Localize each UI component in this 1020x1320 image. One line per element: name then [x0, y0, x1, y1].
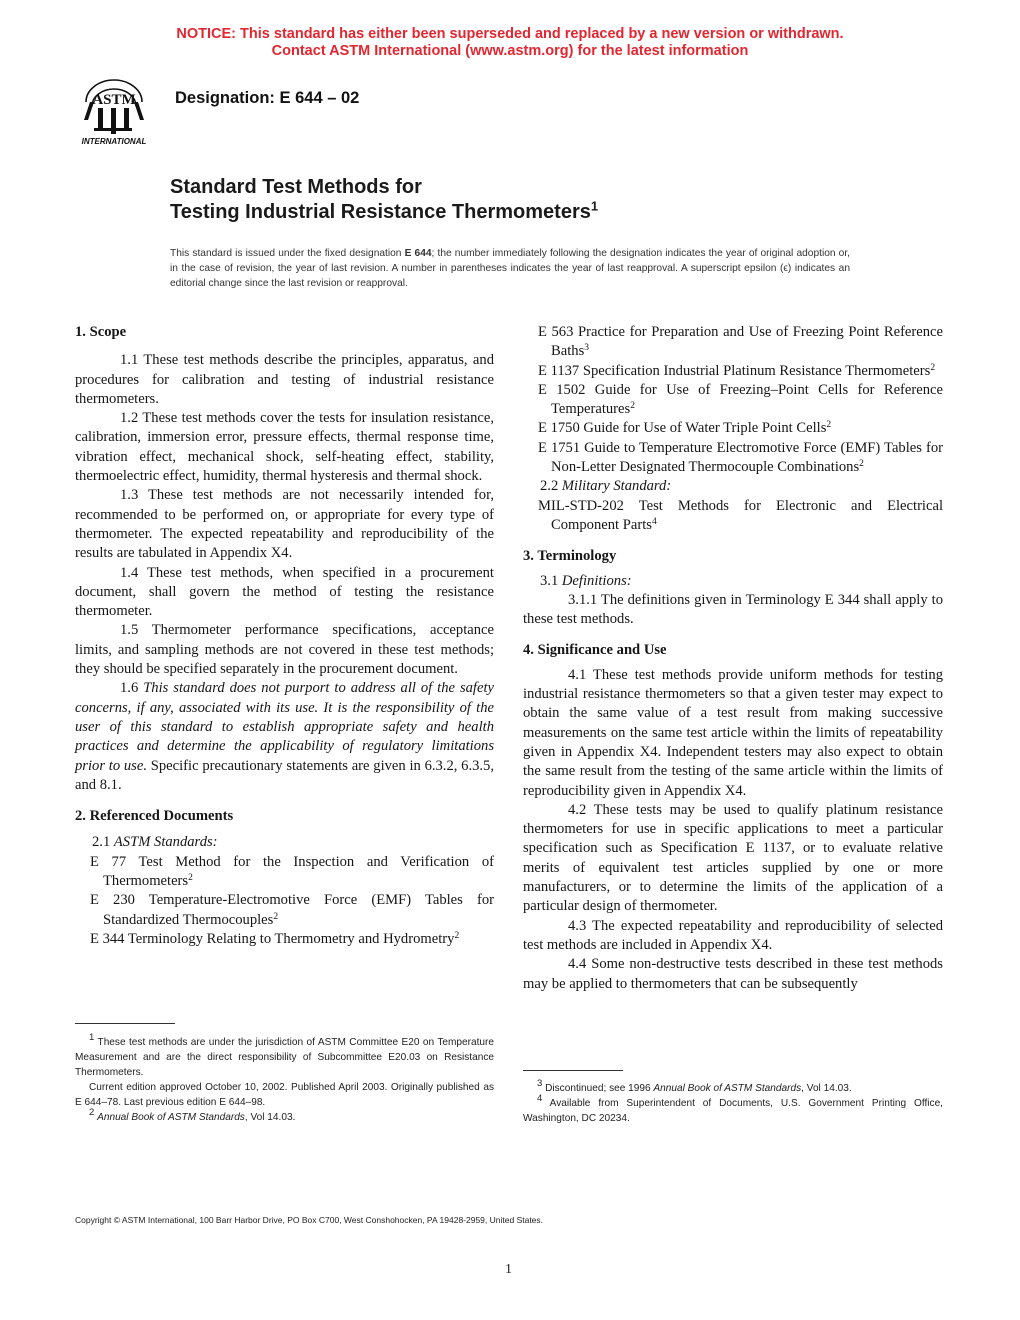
footnotes-left: [75, 1032, 494, 1125]
footnote-2-mark: 2: [89, 1107, 95, 1118]
right-column: [523, 323, 943, 994]
reference-text: E 1750 Guide for Use of Water Triple Point Cells: [538, 420, 827, 437]
paragraph-1-5: 1.5 Thermometer performance specifications, acceptance limits, and sampling methods are not covered in these test methods; they should be specified separately in the procurement document.: [75, 622, 494, 678]
reference-item: [75, 853, 494, 892]
paragraph-1-1: 1.1 These test methods describe the principles, apparatus, and procedures for calibration and testing of industrial resistance thermometers.: [75, 352, 494, 407]
footnote-2-rest: , Vol 14.03.: [244, 1112, 296, 1123]
footnote-mark: 2: [930, 362, 936, 373]
reference-text: E 1751 Guide to Temperature Electromotive Force (EMF) Tables for Non-Letter Designated Thermocouple Combinations: [538, 439, 943, 476]
reference-item: [523, 381, 943, 420]
reference-text: MIL-STD-202 Test Methods for Electronic and Electrical Component Parts: [538, 497, 943, 533]
notice-line-1: NOTICE: This standard has either been superseded and replaced by a new version or withdrawn.: [176, 26, 844, 42]
footnote-3-text: Discontinued; see 1996: [542, 1083, 654, 1094]
designation: Designation: E 644 – 02: [175, 89, 360, 107]
left-column: [75, 323, 494, 949]
withdrawn-notice: [0, 26, 1020, 60]
paragraph-1-6-rest: Specific precautionary statements are given in 6.3.2, 6.3.5, and 8.1.: [75, 757, 495, 793]
issuance-text-1: This standard is issued under the fixed designation: [170, 248, 405, 259]
copyright-line: Copyright © ASTM International, 100 Barr Harbor Drive, PO Box C700, West Conshohocken, PA 19428-2959, United States.: [75, 1215, 544, 1225]
paragraph-2-1-number: 2.1: [92, 834, 114, 851]
footnote-2: [75, 1107, 494, 1125]
footnote-2-italic: Annual Book of ASTM Standards: [97, 1112, 245, 1123]
paragraph-2-2-number: 2.2: [540, 478, 562, 495]
reference-text: E 230 Temperature-Electromotive Force (EMF) Tables for Standardized Thermocouples: [90, 892, 494, 928]
footnote-mark: 2: [454, 930, 460, 941]
safety-caveat: This standard does not purport to address all of the safety concerns, if any, associated with its use. It is the responsibility of the user of this standard to establish appropriate safety and health practices and determine the applicability of regulatory limitations prior to use.: [75, 680, 494, 774]
astm-logo: [64, 72, 164, 148]
footnote-mark: 4: [651, 516, 657, 527]
title-line-2-text: Testing Industrial Resistance Thermometers: [170, 201, 591, 223]
footnote-3-mark: 3: [537, 1078, 543, 1089]
issuance-note: [170, 246, 850, 291]
paragraph-1-2: 1.2 These test methods cover the tests for insulation resistance, calibration, immersion error, pressure effects, thermal response time, vibration effect, mechanical shock, self-heating effect, stability, thermoelectric effect, humidity, thermal hysteresis and thermal shock.: [75, 410, 494, 485]
footnote-4-mark: 4: [537, 1093, 543, 1104]
edition-note: Current edition approved October 10, 2002. Published April 2003. Originally published as E 644–78. Last previous edition E 644–98.: [75, 1082, 494, 1108]
footnote-3-italic: Annual Book of ASTM Standards: [653, 1083, 802, 1094]
reference-item: [75, 930, 494, 949]
footnote-rule-left: [75, 1023, 175, 1024]
footnote-1-mark: 1: [89, 1032, 95, 1043]
section-heading-scope: 1. Scope: [75, 324, 127, 340]
title-line-1: Standard Test Methods for: [170, 176, 422, 198]
astm-logo-icon: [64, 72, 164, 148]
paragraph-1-3: 1.3 These test methods are not necessarily intended for, recommended to be performed on, or appropriate for every type of thermometer. The expected repeatability and reproducibility of the results are tabulated in Appendix X4.: [75, 487, 494, 562]
reference-item: [523, 439, 943, 478]
paragraph-1-4: 1.4 These test methods, when specified in a procurement document, shall govern the method of testing the resistance thermometer.: [75, 564, 494, 620]
definitions-label: Definitions:: [561, 572, 632, 589]
footnotes-right: [523, 1078, 943, 1126]
section-heading-referenced-documents: 2. Referenced Documents: [75, 808, 234, 825]
footnote-mark: 2: [859, 459, 864, 470]
paragraph-2-2: [523, 477, 943, 496]
reference-text: E 1502 Guide for Use of Freezing–Point Cells for Reference Temperatures: [538, 381, 943, 418]
paragraph-4-4: 4.4 Some non-destructive tests described in these test methods may be applied to thermometers that can be subsequently: [523, 956, 943, 992]
paragraph-2-1: [75, 833, 494, 852]
paragraph-3-1-1: 3.1.1 The definitions given in Terminology E 344 shall apply to these test methods.: [523, 591, 943, 628]
reference-text: E 77 Test Method for the Inspection and Verification of Thermometers: [90, 853, 494, 890]
section-heading-significance: 4. Significance and Use: [523, 642, 667, 659]
reference-item: [75, 891, 494, 930]
footnote-mark: 2: [826, 420, 832, 431]
paragraph-1-6: [75, 679, 494, 795]
reference-text: E 1137 Specification Industrial Platinum Resistance Thermometers: [538, 362, 931, 379]
document-title: [170, 175, 598, 225]
reference-text: E 563 Practice for Preparation and Use of Freezing Point Reference Baths: [538, 324, 943, 360]
reference-item: [523, 362, 943, 381]
footnote-4-text: Available from Superintendent of Documents, U.S. Government Printing Office, Washington, DC 20234.: [523, 1098, 943, 1124]
page-number: 1: [505, 1262, 512, 1277]
reference-item: [523, 323, 943, 362]
footnote-3-rest: , Vol 14.03.: [801, 1083, 852, 1094]
logo-caption: INTERNATIONAL: [81, 137, 147, 146]
footnote-mark: 2: [273, 911, 279, 922]
reference-item: [523, 497, 943, 536]
logo-letters: ASTM: [92, 92, 136, 108]
paragraph-4-1: 4.1 These test methods provide uniform methods for testing industrial resistance thermometers so that a given tester may expect to obtain the same value of a test result from making successive measurements on the same test article within the limits of repeatability given in Appendix X4. Independent testers may also expect to obtain the same result from the testing of the same article within the limits of reproducibility given in Appendix X4.: [523, 666, 943, 799]
military-standard-label: Military Standard:: [561, 478, 672, 495]
issuance-designation: E 644: [404, 248, 432, 259]
footnote-rule-right: [523, 1070, 623, 1071]
paragraph-3-1-number: 3.1: [540, 572, 562, 589]
footnote-1: [75, 1032, 494, 1080]
footnote-mark: 3: [584, 343, 589, 354]
paragraph-1-6-number: 1.6: [120, 680, 144, 697]
footnote-4: [523, 1093, 943, 1126]
paragraph-4-2: 4.2 These tests may be used to qualify platinum resistance thermometers for use in specific applications to meet a particular specification such as Specification E 1137, or to evaluate relative merits of equivalent test articles supplied by one or more manufacturers, or to determine the limits of the application of a particular design of thermometer.: [523, 801, 943, 915]
footnote-mark: 2: [630, 401, 635, 412]
footnote-1-text: These test methods are under the jurisdiction of ASTM Committee E20 on Temperature Measurement and are the direct responsibility of Subcommittee E20.03 on Resistance Thermometers.: [75, 1037, 494, 1078]
footnote-3: [523, 1078, 943, 1096]
title-footnote-mark: 1: [590, 198, 599, 214]
paragraph-3-1: [523, 572, 943, 591]
reference-text: E 344 Terminology Relating to Thermometry and Hydrometry: [90, 930, 455, 947]
paragraph-4-3: 4.3 The expected repeatability and reproducibility of selected test methods are included in Appendix X4.: [523, 917, 943, 953]
footnote-mark: 2: [188, 873, 193, 884]
reference-item: [523, 419, 943, 438]
section-heading-terminology: 3. Terminology: [523, 548, 617, 565]
title-line-2: [170, 200, 598, 225]
astm-standards-label: ASTM Standards:: [113, 834, 218, 851]
issuance-text-2: ; the number immediately following the designation indicates the year of original adoption or, in the case of revision, the year of last revision. A number in parentheses indicates the year of last reapproval. A superscript epsilon (ϵ) indicates an editorial change since the last revision or reapproval.: [170, 248, 850, 289]
notice-line-2: Contact ASTM International (www.astm.org) for the latest information: [271, 43, 749, 59]
